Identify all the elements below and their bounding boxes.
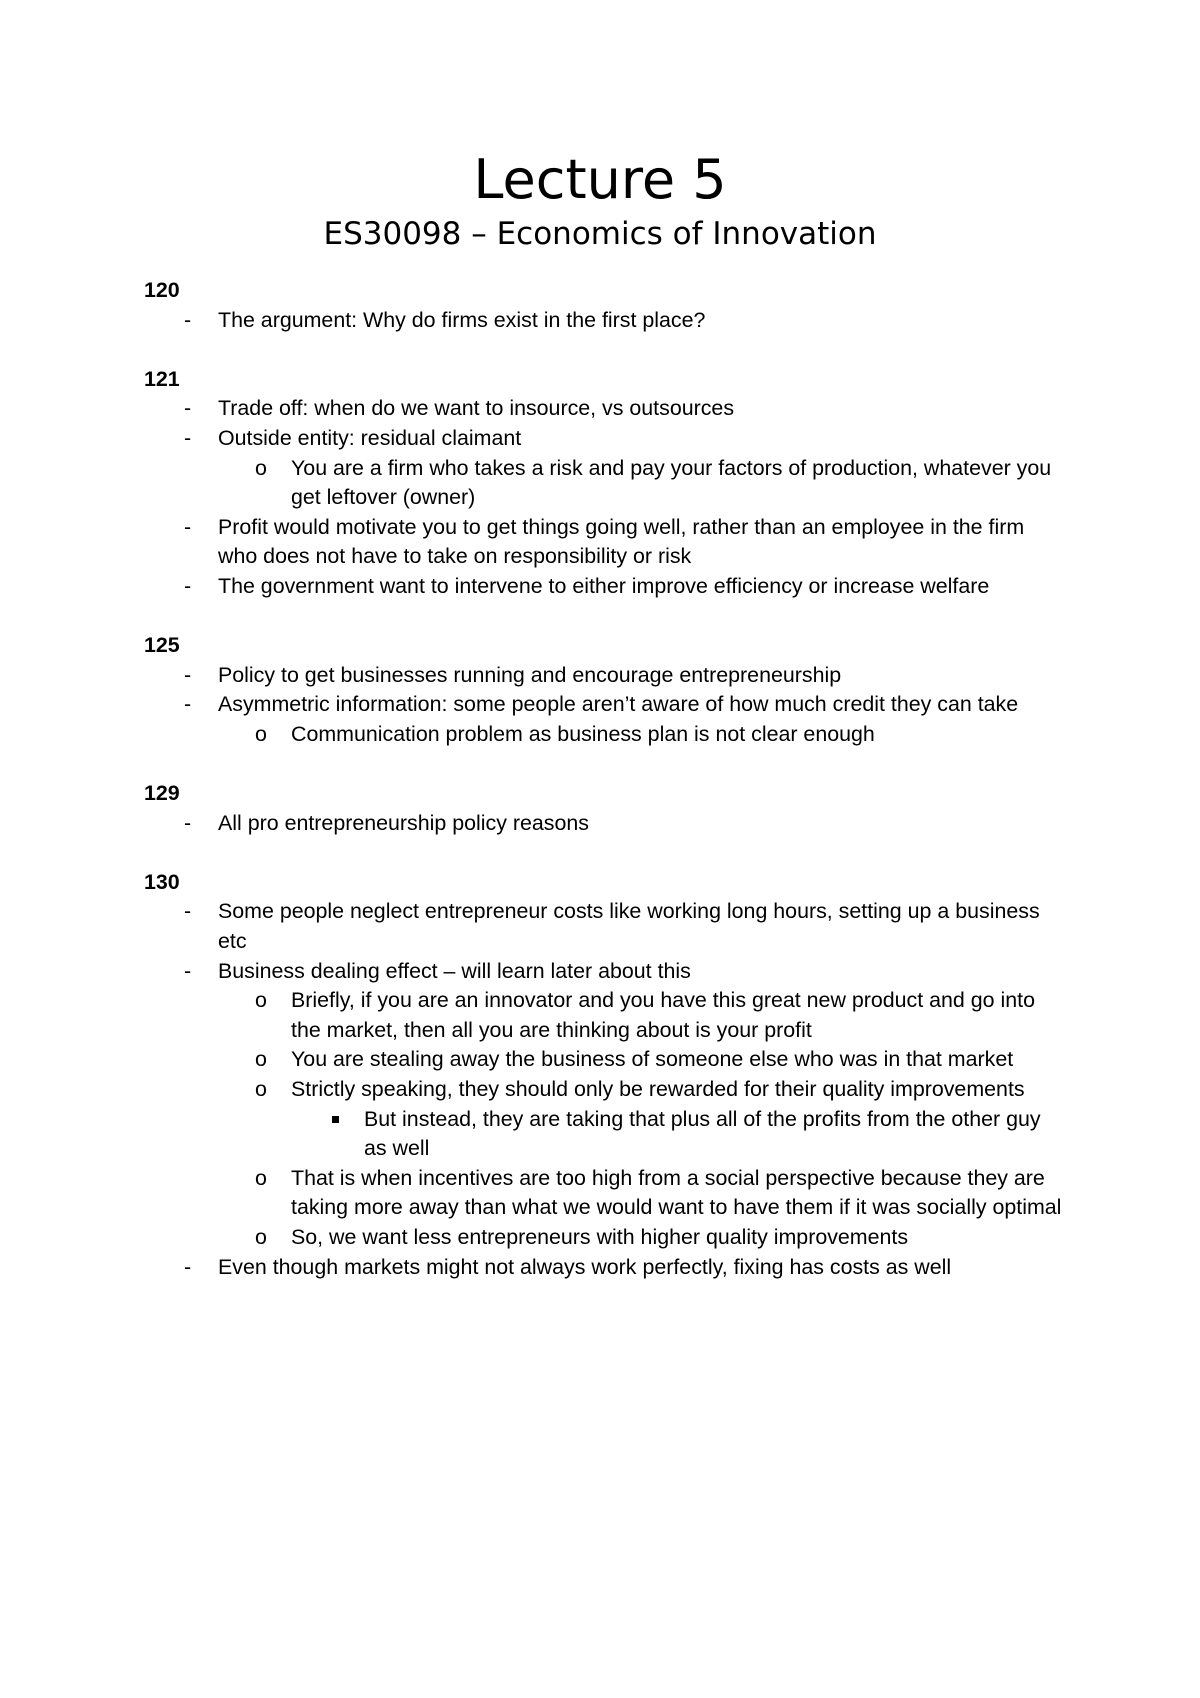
circle-bullet: o [255,721,267,746]
list-item-text: Communication problem as business plan is not clear enough [291,721,875,746]
circle-bullet: o [255,1225,267,1249]
list-item-text: Some people neglect entrepreneur costs like working long hours, setting up a business etc [218,899,1040,954]
sub-list-item [144,1075,1064,1105]
section-120 [144,276,1064,335]
section-number: 130 [144,869,180,894]
section-121 [144,365,1064,602]
list-item [144,897,1064,956]
dash-bullet: - [184,1254,192,1279]
sub-list-item [144,454,1064,513]
sub-list-item [144,1164,1064,1223]
section-number: 121 [144,366,180,391]
list-item [144,513,1064,572]
list-item-text: Strictly speaking, they should only be rewarded for their quality improvements [291,1077,1025,1102]
list-item [144,1253,1064,1283]
dash-bullet: - [184,810,192,835]
list-item-text: Outside entity: residual claimant [218,425,522,450]
section-number: 129 [144,781,180,806]
section-129 [144,779,1064,838]
list-item-text: Business dealing effect – will learn later about this [218,958,691,983]
sub-list-item [144,720,1064,750]
dash-bullet: - [184,396,192,421]
list-item [144,690,1064,720]
section-130 [144,868,1064,1282]
square-bullet-icon [332,1116,339,1123]
bullet-list [144,394,1064,601]
bullet-list [144,661,1064,750]
circle-bullet: o [255,1165,267,1190]
section-number: 120 [144,278,180,302]
dash-bullet: - [184,662,192,687]
bullet-list [144,809,1064,839]
bullet-list [144,306,1064,336]
list-item [144,957,1064,987]
dash-bullet: - [184,425,192,450]
list-item-text: Profit would motivate you to get things going well, rather than an employee in the firm who does not have to take on responsibility or risk [218,514,1025,569]
list-item-text: You are a firm who takes a risk and pay your factors of production, whatever you get leftover (owner) [291,455,1052,510]
dash-bullet: - [184,958,192,983]
list-item-text: Briefly, if you are an innovator and you have this great new product and go into the market, then all you are thinking about is your profit [291,988,1035,1042]
list-item-text: The argument: Why do firms exist in the first place? [218,307,706,332]
document-title: Lecture 5 [473,148,727,211]
circle-bullet: o [255,1047,267,1072]
section-number: 125 [144,633,180,658]
circle-bullet: o [255,988,267,1013]
list-item [144,424,1064,454]
circle-bullet: o [255,455,267,480]
list-item [144,306,1064,336]
list-item [144,661,1064,691]
list-item-text: Even though markets might not always work perfectly, fixing has costs as well [218,1254,952,1279]
list-item-text: Policy to get businesses running and encourage entrepreneurship [218,662,842,687]
bullet-list [144,897,1064,1282]
section-125 [144,631,1064,749]
list-item-text: Trade off: when do we want to insource, vs outsources [218,396,735,421]
list-item-text: But instead, they are taking that plus all of the profits from the other guy as well [364,1106,1041,1161]
dash-bullet: - [184,899,192,924]
list-item [144,809,1064,839]
list-item-text: You are stealing away the business of someone else who was in that market [291,1047,1014,1072]
dash-bullet: - [184,307,192,332]
list-item-text: The government want to intervene to either improve efficiency or increase welfare [218,573,990,598]
sub-list-item [144,1045,1064,1075]
sub-list-item [144,1223,1064,1253]
dash-bullet: - [184,573,192,598]
list-item-text: Asymmetric information: some people aren’t aware of how much credit they can take [218,692,1019,717]
document-subtitle: ES30098 – Economics of Innovation [323,216,877,252]
dash-bullet: - [184,692,192,717]
list-item [144,572,1064,602]
circle-bullet: o [255,1077,267,1102]
sub-sub-list-item [144,1105,1064,1164]
list-item-text: That is when incentives are too high from a social perspective because they are taking more away than what we would want to have them if it was socially optimal [291,1165,1062,1220]
list-item-text: So, we want less entrepreneurs with higher quality improvements [291,1225,909,1249]
sub-list-item [144,986,1064,1045]
list-item [144,394,1064,424]
list-item-text: All pro entrepreneurship policy reasons [218,810,589,835]
notes-content [144,276,1064,1312]
dash-bullet: - [184,514,192,539]
